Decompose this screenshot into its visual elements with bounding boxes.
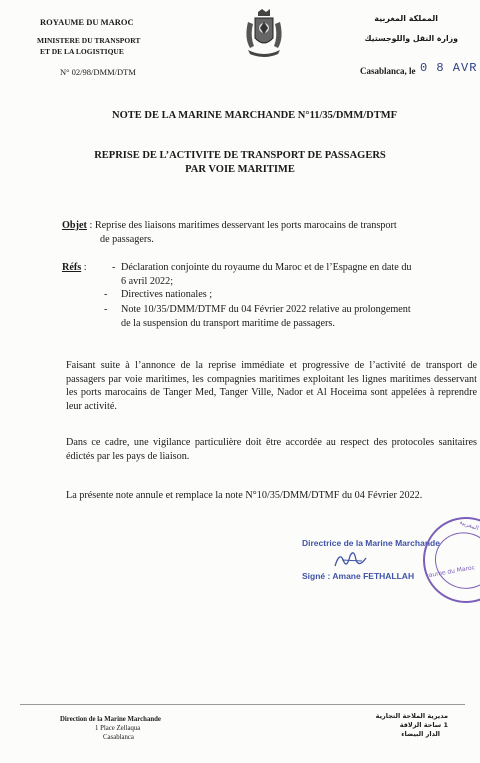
coat-of-arms-emblem [240, 8, 288, 60]
paragraph-annulation: La présente note annule et remplace la note N°10/35/DMM/DTMF du 04 Février 2022. [66, 490, 423, 501]
footer-address-line3: Casablanca [103, 734, 134, 741]
signatory-name: Signé : Amane FETHALLAH [302, 571, 415, 581]
footer-address-line1: Direction de la Marine Marchande [60, 716, 161, 723]
footer-address-ar-line1: مديرية الملاحة التجارية [375, 712, 448, 720]
coat-of-arms-icon [240, 8, 288, 60]
ref-item-3-line2: de la suspension du transport maritime de passagers. [121, 318, 335, 329]
ref-item-3-line1: Note 10/35/DMM/DTMF du 04 Février 2022 relative au prolongement [121, 304, 411, 315]
stamp-inner-ring [427, 524, 480, 597]
reference-number: N° 02/98/DMM/DTM [60, 67, 136, 77]
objet-separator: : [86, 220, 95, 231]
ministry-label-ar: وزارة النقل واللوجستيك [364, 34, 458, 43]
refs-label-group [62, 261, 87, 275]
ministry-line2: ET DE LA LOGISTIQUE [40, 47, 124, 56]
kingdom-label: ROYAUME DU MAROC [40, 17, 134, 27]
stamp-text-ar: المغربية [458, 518, 480, 533]
date-stamp: 0 8 AVR [420, 61, 478, 75]
objet-text-line2: de passagers. [100, 234, 154, 245]
objet-section [62, 219, 397, 233]
handwritten-signature [332, 548, 372, 570]
ref-item-2-bullet: - [104, 289, 108, 300]
subject-heading-line2: PAR VOIE MARITIME [185, 164, 295, 175]
paragraph-reprise: Faisant suite à l’annonce de la reprise immédiate et progressive de l’activité de transport de passagers par voie maritimes, les compagnies maritimes exploitant les lignes maritimes desservant les ports marocains de Tanger Med, Tanger Ville, Nador et Al Hoceima sont appelées à reprendre leur activité. [66, 360, 477, 412]
paragraph-vigilance: Dans ce cadre, une vigilance particulière doit être accordée au respect des protocoles sanitaires édictés par les pays de liaison. [66, 437, 477, 462]
objet-text-line1: Reprise des liaisons maritimes desservant les ports marocains de transport [94, 220, 397, 231]
ref-item-2-line1: Directives nationales ; [121, 289, 213, 300]
footer-address-ar-line2: 1 ساحة الزلاقة [399, 721, 448, 729]
official-stamp [411, 505, 480, 615]
kingdom-label-ar: المملكة المغربية [374, 14, 438, 23]
place-date-prefix: Casablanca, le [360, 66, 416, 76]
ref-item-1-line2: 6 avril 2022; [121, 276, 174, 287]
objet-label: Objet [62, 220, 87, 231]
footer-address-ar-line3: الدار البيضاء [401, 730, 440, 738]
refs-label: Réfs [62, 262, 82, 273]
ministry-line1: MINISTERE DU TRANSPORT [37, 36, 141, 45]
subject-heading-line1: REPRISE DE L’ACTIVITE DE TRANSPORT DE PASSAGERS [94, 150, 386, 161]
signatory-role: Directrice de la Marine Marchande [302, 538, 440, 548]
ref-item-1-line1: Déclaration conjointe du royaume du Maroc et de l’Espagne en date du [121, 262, 412, 273]
footer-divider [20, 704, 465, 705]
note-title: NOTE DE LA MARINE MARCHANDE N°11/35/DMM/DTMF [112, 110, 398, 121]
footer-address-line2: 1 Place Zellaqua [95, 725, 141, 732]
refs-separator: : [81, 262, 87, 273]
ref-item-1-bullet: - [112, 262, 116, 273]
stamp-text-fr: Royaume du Maroc [417, 564, 476, 582]
ref-item-3-bullet: - [104, 304, 108, 315]
